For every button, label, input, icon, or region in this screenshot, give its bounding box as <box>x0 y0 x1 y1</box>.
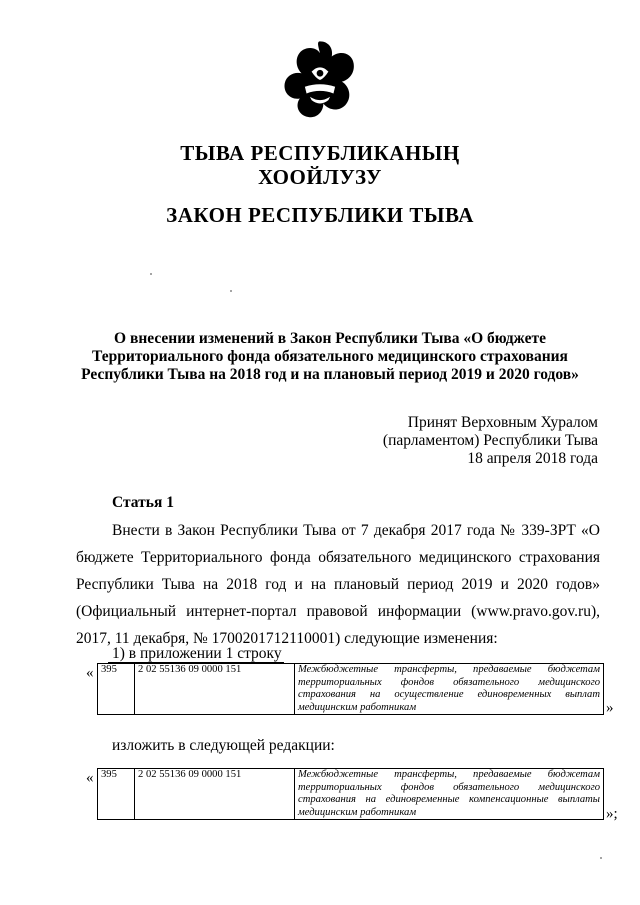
scan-speck <box>600 857 602 859</box>
adoption-note <box>383 414 598 468</box>
close-quote: » <box>606 700 614 716</box>
law-title-line: О внесении изменений в Закон Республики Тыва «О бюджете <box>114 330 546 347</box>
law-title-line: Территориального фонда обязательного медицинского страхования <box>92 348 568 365</box>
admin-code-cell: 395 <box>98 769 135 820</box>
scan-speck <box>150 273 152 275</box>
article-paragraph: Внести в Закон Республики Тыва от 7 декабря 2017 года № 339-ЗРТ «О бюджете Территориального фонда обязательного медицинского страхования Республики Тыва на 2018 год и на плановый период 2019 и 2020 годов» (Официальный интернет-портал правовой информации (www.pravo.gov.ru), 2017, 11 декабря, № 1700201712110001) следующие изменения: <box>76 522 600 647</box>
old-row-table <box>97 663 604 715</box>
amendment-item-1: 1) в приложении 1 строку <box>112 645 282 662</box>
article-body <box>76 517 600 652</box>
header-title-tyva: ТЫВА РЕСПУБЛИКАНЫҢ <box>180 141 460 165</box>
adoption-line: (парламентом) Республики Тыва <box>382 432 598 449</box>
admin-code-cell: 395 <box>98 664 135 715</box>
table-row <box>98 769 604 820</box>
law-title <box>60 330 600 384</box>
kbk-code-cell: 2 02 55136 09 0000 151 <box>135 664 295 715</box>
description-cell: Межбюджетные трансферты, предаваемые бюджетам территориальных фондов обязательного медицинского страхования на единовременные компенсационные выплаты медицинским работникам <box>295 769 604 820</box>
open-quote: « <box>86 770 94 786</box>
adoption-date: 18 апреля 2018 года <box>467 450 598 467</box>
header-title-law: ЗАКОН РЕСПУБЛИКИ ТЫВА <box>166 203 474 227</box>
scan-speck <box>230 290 232 292</box>
description-cell: Межбюджетные трансферты, предаваемые бюджетам территориальных фондов обязательного медицинского страхования на осуществление единовременных выплат медицинским работникам <box>295 664 604 715</box>
close-quote: »; <box>606 806 618 822</box>
kbk-code-cell: 2 02 55136 09 0000 151 <box>135 769 295 820</box>
header-title-khooyluzu: ХООЙЛУЗУ <box>258 165 382 189</box>
article-heading: Статья 1 <box>112 494 174 511</box>
open-quote: « <box>86 665 94 681</box>
tyva-emblem-icon <box>278 38 362 122</box>
amendment-instruction: изложить в следующей редакции: <box>112 737 335 754</box>
new-row-table <box>97 768 604 820</box>
table-row <box>98 664 604 715</box>
law-title-line: Республики Тыва на 2018 год и на плановый период 2019 и 2020 годов» <box>81 366 579 383</box>
adoption-line: Принят Верховным Хуралом <box>407 414 598 431</box>
